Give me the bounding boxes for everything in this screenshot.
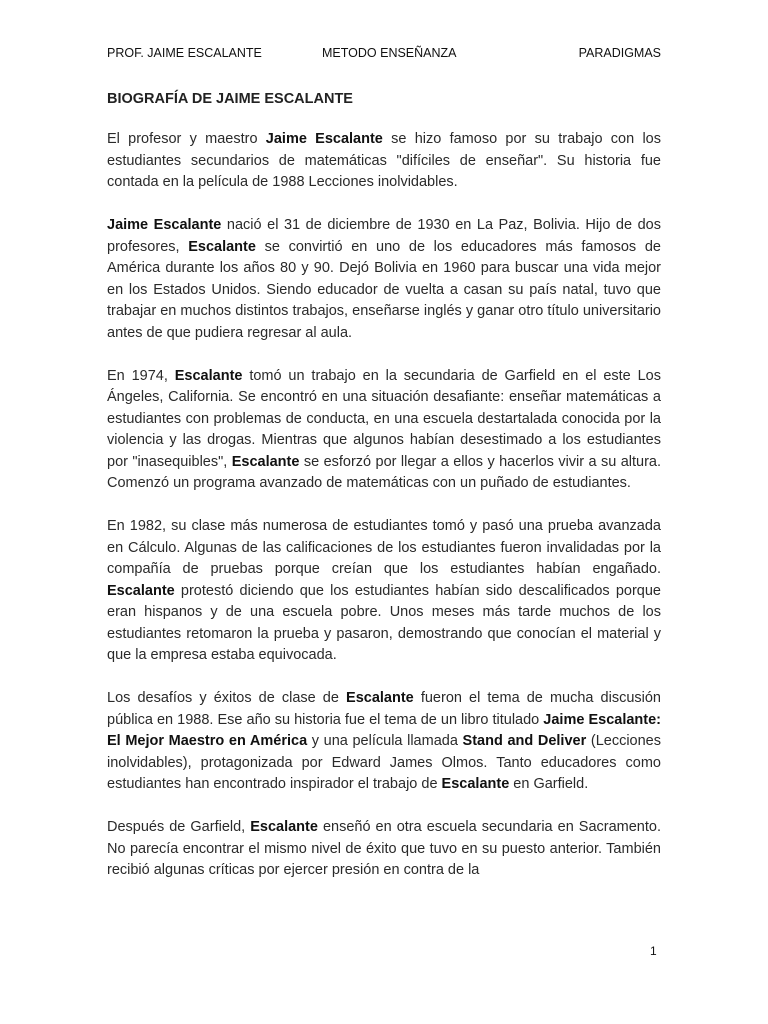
bold-run: Jaime Escalante (107, 217, 222, 233)
paragraph-4 (107, 516, 661, 667)
bold-run: Escalante (346, 690, 414, 706)
text-run: Los desafíos y éxitos de clase de (107, 690, 347, 706)
text-run: fueron el tema de mucha discusión pública en 1988. Ese año su historia fue el tema de un libro titulado (107, 690, 661, 728)
bold-run: Escalante (174, 367, 243, 384)
text-run: enseñó en otra escuela secundaria en Sacramento. No parecía encontrar el mismo nivel de éxito que tuvo en su puesto anterior. También recibió algunas críticas por ejercer presión en contra de la (107, 819, 661, 878)
header-subject: METODO ENSEÑANZA (322, 46, 457, 60)
text-run: En 1974, (107, 367, 175, 384)
text-run: (Lecciones inolvidables), protagonizada por Edward James Olmos. Tanto educadores como estudiantes han encontrado inspirador el trabajo de (107, 733, 661, 792)
text-run: y una película llamada (307, 733, 463, 749)
text-run: En 1982, su clase más numerosa de estudiantes tomó y pasó una prueba avanzada en Cálculo. Algunas de las calificaciones de los estudiantes fueron invalidadas por la compañía de pruebas porque creían que los estudiantes habían engañado. (107, 518, 661, 577)
text-run: tomó un trabajo en la secundaria de Garfield en el este Los Ángeles, California. Se encontró en una situación desafiante: enseñar matemáticas a estudiantes con problemas de conducta, en una escuela destartalada conocida por la violencia y las drogas. Mientras que algunos habían desestimado a los estudiantes por "inasequibles", (107, 367, 661, 470)
text-run: Después de Garfield, (107, 819, 251, 835)
bold-run: Jaime Escalante (265, 131, 383, 147)
paragraph-1 (107, 129, 661, 194)
text-run: se convirtió en uno de los educadores más famosos de América durante los años 80 y 90. Dejó Bolivia en 1960 para buscar una vida mejor en los Estados Unidos. Siendo educador de vuelta a casan su país natal, tuvo que trabajar en muchos distintos trabajos, enseñarse inglés y ganar otro título universitario antes de que pudiera regresar al aula. (107, 238, 661, 341)
bold-run: Escalante (441, 776, 510, 792)
text-run: en Garfield. (509, 776, 589, 792)
text-run: El profesor y maestro (107, 131, 266, 147)
document-title: BIOGRAFÍA DE JAIME ESCALANTE (107, 91, 353, 107)
paragraph-2 (107, 215, 661, 344)
paragraph-5 (107, 688, 661, 796)
bold-run: Escalante (250, 819, 318, 835)
document-body (107, 129, 661, 903)
text-run: se esforzó por llegar a ellos y hacerlos vivir a su altura. Comenzó un programa avanzado de matemáticas con un puñado de estudiantes. (107, 453, 661, 491)
text-run: nació el 31 de diciembre de 1930 en La Paz, Bolivia. Hijo de dos profesores, (107, 217, 661, 255)
page-number: 1 (650, 944, 657, 958)
page-header (107, 46, 661, 64)
bold-run: Stand and Deliver (462, 733, 587, 749)
bold-run: Escalante (107, 582, 175, 599)
text-run: protestó diciendo que los estudiantes habían sido descalificados porque eran hispanos y de una escuela pobre. Unos meses más tarde muchos de los estudiantes retomaron la prueba y pasaron, demostrando que conocían el material y que la empresa estaba equivocada. (107, 582, 661, 663)
text-run: se hizo famoso por su trabajo con los estudiantes secundarios de matemáticas "difíciles de enseñar". Su historia fue contada en la película de 1988 Lecciones inolvidables. (107, 131, 661, 190)
header-topic: PARADIGMAS (578, 46, 661, 60)
bold-run: Escalante (188, 238, 256, 255)
bold-run: Jaime Escalante: El Mejor Maestro en América (107, 711, 661, 749)
bold-run: Escalante (231, 453, 300, 470)
header-author: PROF. JAIME ESCALANTE (107, 46, 262, 60)
paragraph-3 (107, 366, 661, 495)
paragraph-6 (107, 817, 661, 882)
